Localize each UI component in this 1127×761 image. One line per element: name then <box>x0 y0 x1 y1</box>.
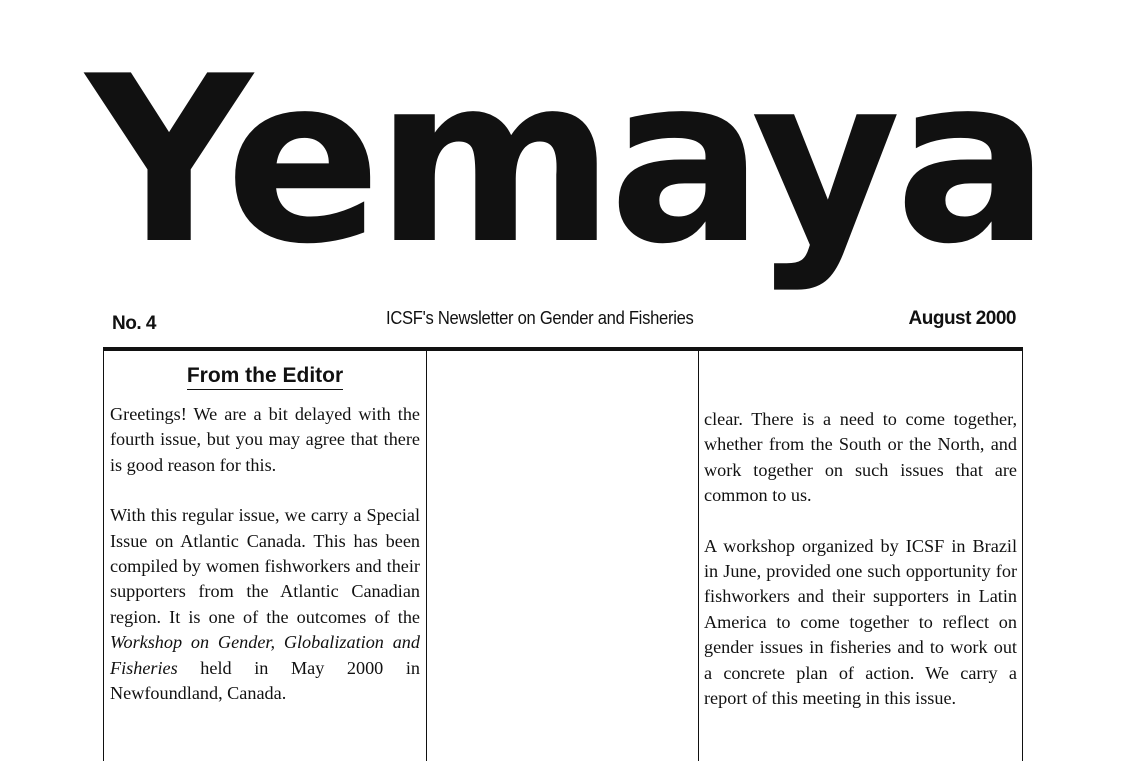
editor-column <box>110 351 420 761</box>
right-column <box>704 351 1017 761</box>
column-border-left <box>103 351 104 761</box>
right-paragraph-2: A workshop organized by ICSF in Brazil in June, provided one such opportunity for fishworkers and their supporters in Latin America to come together to reflect on gender issues in fisheries and to work out a concrete plan of action. We carry a report of this meeting in this issue. <box>704 535 1017 709</box>
column-divider-1 <box>426 351 427 761</box>
issue-number: No. 4 <box>112 313 156 334</box>
workshop-title: Workshop on Gender, Globalization and Fisheries <box>110 632 420 678</box>
issue-meta-row <box>110 305 1020 335</box>
masthead-logo <box>85 28 1045 300</box>
section-heading-text: From the Editor <box>187 364 343 390</box>
masthead-logo-art <box>85 28 1045 300</box>
editor-paragraph-1: Greetings! We are a bit delayed with the fourth issue, but you may agree that there is good reason for this. <box>110 404 420 475</box>
editor-paragraph-2 <box>110 503 420 706</box>
issue-date: August 2000 <box>908 308 1016 329</box>
column-border-right <box>1022 351 1023 761</box>
editor-paragraph-2-start: With this regular issue, we carry a Special Issue on Atlantic Canada. This has been compiled by women fishworkers and their supporters from the Atlantic Canadian region. It is one of the outcomes of the <box>110 505 420 627</box>
masthead-title: Yemaya <box>85 28 1045 295</box>
editor-paragraph-2-end: held in May 2000 in Newfoundland, Canada. <box>110 657 420 704</box>
right-paragraph-1: clear. There is a need to come together, whether from the South or the North, and work together on such issues that are common to us. <box>704 409 1017 506</box>
section-heading <box>110 364 420 388</box>
newsletter-subtitle: ICSF's Newsletter on Gender and Fisheries <box>386 308 694 328</box>
column-divider-2 <box>698 351 699 761</box>
